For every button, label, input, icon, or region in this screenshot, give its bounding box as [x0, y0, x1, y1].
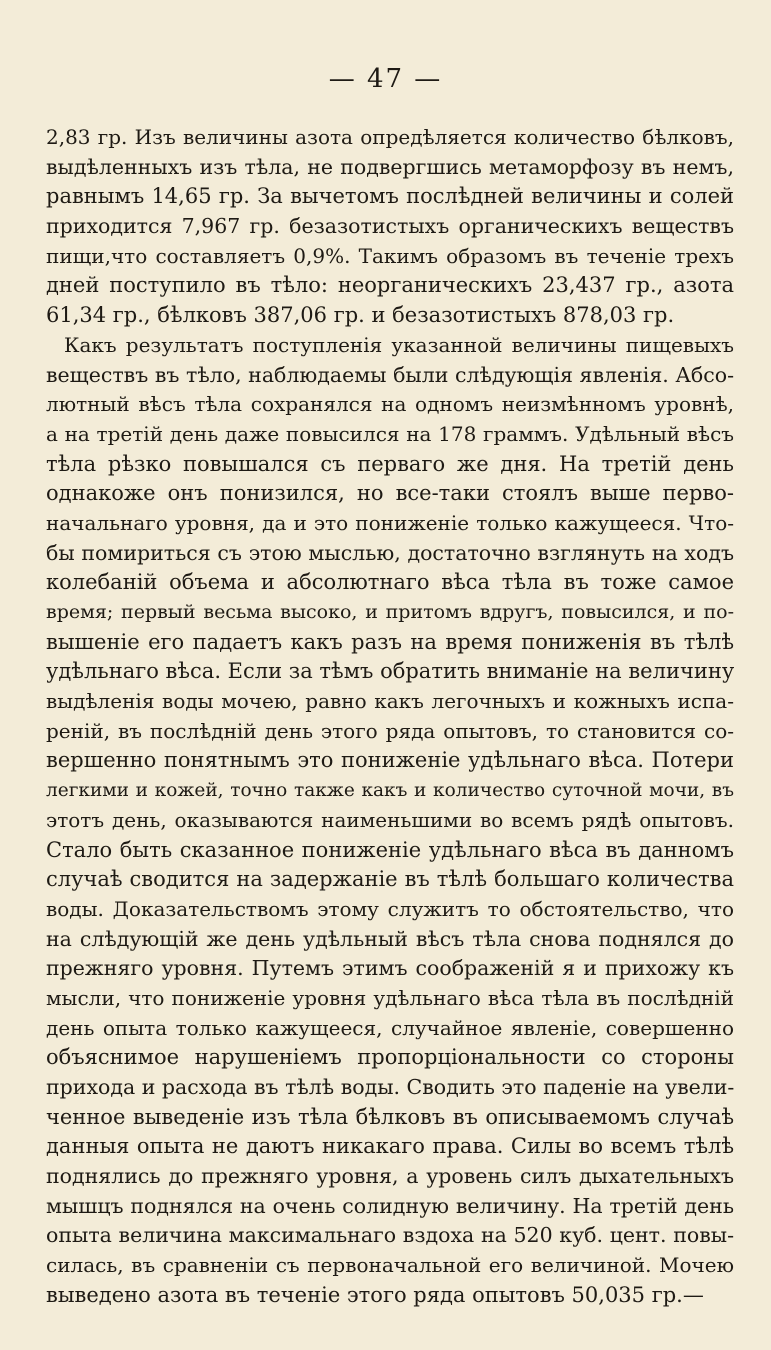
text-line: легкими и кожей, точно также какъ и количество суточной мочи, въ	[46, 780, 734, 802]
text-line: день опыта только кажущееся, случайное явленіе, совершенно	[46, 1015, 734, 1040]
text-line: лютный вѣсъ тѣла сохранялся на одномъ неизмѣнномъ уровнѣ,	[46, 392, 734, 417]
text-line: Какъ результатъ поступленія указанной величины пищевыхъ	[64, 332, 734, 357]
body-text	[46, 123, 734, 1311]
text-line: мысли, что пониженіе уровня удѣльнаго вѣса тѣла въ послѣдній	[46, 985, 734, 1010]
text-line: колебаній объема и абсолютнаго вѣса тѣла въ тоже самое	[46, 570, 734, 595]
text-line: этотъ день, оказываются наименьшими во всемъ рядѣ опытовъ.	[46, 807, 734, 832]
text-line: бы помириться съ этою мыслью, достаточно взглянуть на ходъ	[46, 540, 734, 565]
text-line: прежняго уровня. Путемъ этимъ соображеній я и прихожу къ	[46, 956, 734, 981]
text-line: прихода и расхода въ тѣлѣ воды. Сводить это паденіе на увели-	[46, 1075, 734, 1099]
text-line: веществъ въ тѣло, наблюдаемы были слѣдующія явленія. Абсо-	[46, 362, 734, 387]
text-line: вышеніе его падаетъ какъ разъ на время пониженія въ тѣлѣ	[46, 629, 734, 654]
text-line: выведено азота въ теченіе этого ряда опытовъ 50,035 гр.—	[46, 1282, 704, 1307]
text-line: реній, въ послѣдній день этого ряда опытовъ, то становится со-	[46, 718, 734, 743]
text-line: ченное выведеніе изъ тѣла бѣлковъ въ описываемомъ случаѣ	[46, 1104, 734, 1129]
text-line: время; первый весьма высоко, и притомъ вдругъ, повысился, и по-	[46, 601, 734, 623]
text-line: 61,34 гр., бѣлковъ 387,06 гр. и безазотистыхъ 878,03 гр.	[46, 303, 675, 328]
text-line: вершенно понятнымъ это пониженіе удѣльнаго вѣса. Потери	[46, 748, 734, 773]
text-line: выдѣленія воды мочею, равно какъ легочныхъ и кожныхъ испа-	[46, 689, 734, 714]
text-line: силась, въ сравненіи съ первоначальной его величиной. Мочею	[46, 1253, 734, 1278]
text-line: однакоже онъ понизился, но все-таки стоялъ выше перво-	[46, 481, 734, 506]
text-line: тѣла рѣзко повышался съ перваго же дня. На третій день	[46, 451, 734, 476]
text-line: начальнаго уровня, да и это пониженіе только кажущееся. Что-	[46, 510, 734, 535]
text-line: случаѣ сводится на задержаніе въ тѣлѣ большаго количества	[46, 867, 734, 892]
text-line: данныя опыта не даютъ никакаго права. Силы во всемъ тѣлѣ	[46, 1134, 734, 1159]
text-line: равнымъ 14,65 гр. За вычетомъ послѣдней величины и солей	[46, 184, 734, 209]
text-line: Стало быть сказанное пониженіе удѣльнаго вѣса въ данномъ	[46, 837, 734, 862]
text-line: опыта величина максимальнаго вздоха на 520 куб. цент. повы-	[46, 1223, 734, 1248]
page-number: — 47 —	[328, 64, 443, 94]
text-line: удѣльнаго вѣса. Если за тѣмъ обратить вниманіе на величину	[46, 659, 734, 684]
text-line: на слѣдующій же день удѣльный вѣсъ тѣла снова поднялся до	[46, 926, 734, 951]
text-line: мышцъ поднялся на очень солидную величину. На третій день	[46, 1193, 734, 1218]
text-line: дней поступило въ тѣло: неорганическихъ 23,437 гр., азота	[46, 273, 734, 298]
text-line: поднялись до прежняго уровня, а уровень силъ дыхательныхъ	[46, 1164, 734, 1189]
text-line: приходится 7,967 гр. безазотистыхъ органическихъ веществъ	[46, 214, 734, 239]
text-line: пищи,что составляетъ 0,9%. Такимъ образомъ въ теченіе трехъ	[46, 243, 734, 268]
text-line: выдѣленныхъ изъ тѣла, не подвергшись метаморфозу въ немъ,	[46, 154, 734, 179]
text-line: объяснимое нарушеніемъ пропорціональности со стороны	[46, 1045, 734, 1070]
text-line: воды. Доказательствомъ этому служитъ то обстоятельство, что	[46, 896, 734, 921]
text-line: 2,83 гр. Изъ величины азота опредѣляется количество бѣлковъ,	[46, 125, 734, 149]
text-line: а на третій день даже повысился на 178 граммъ. Удѣльный вѣсъ	[46, 421, 734, 446]
